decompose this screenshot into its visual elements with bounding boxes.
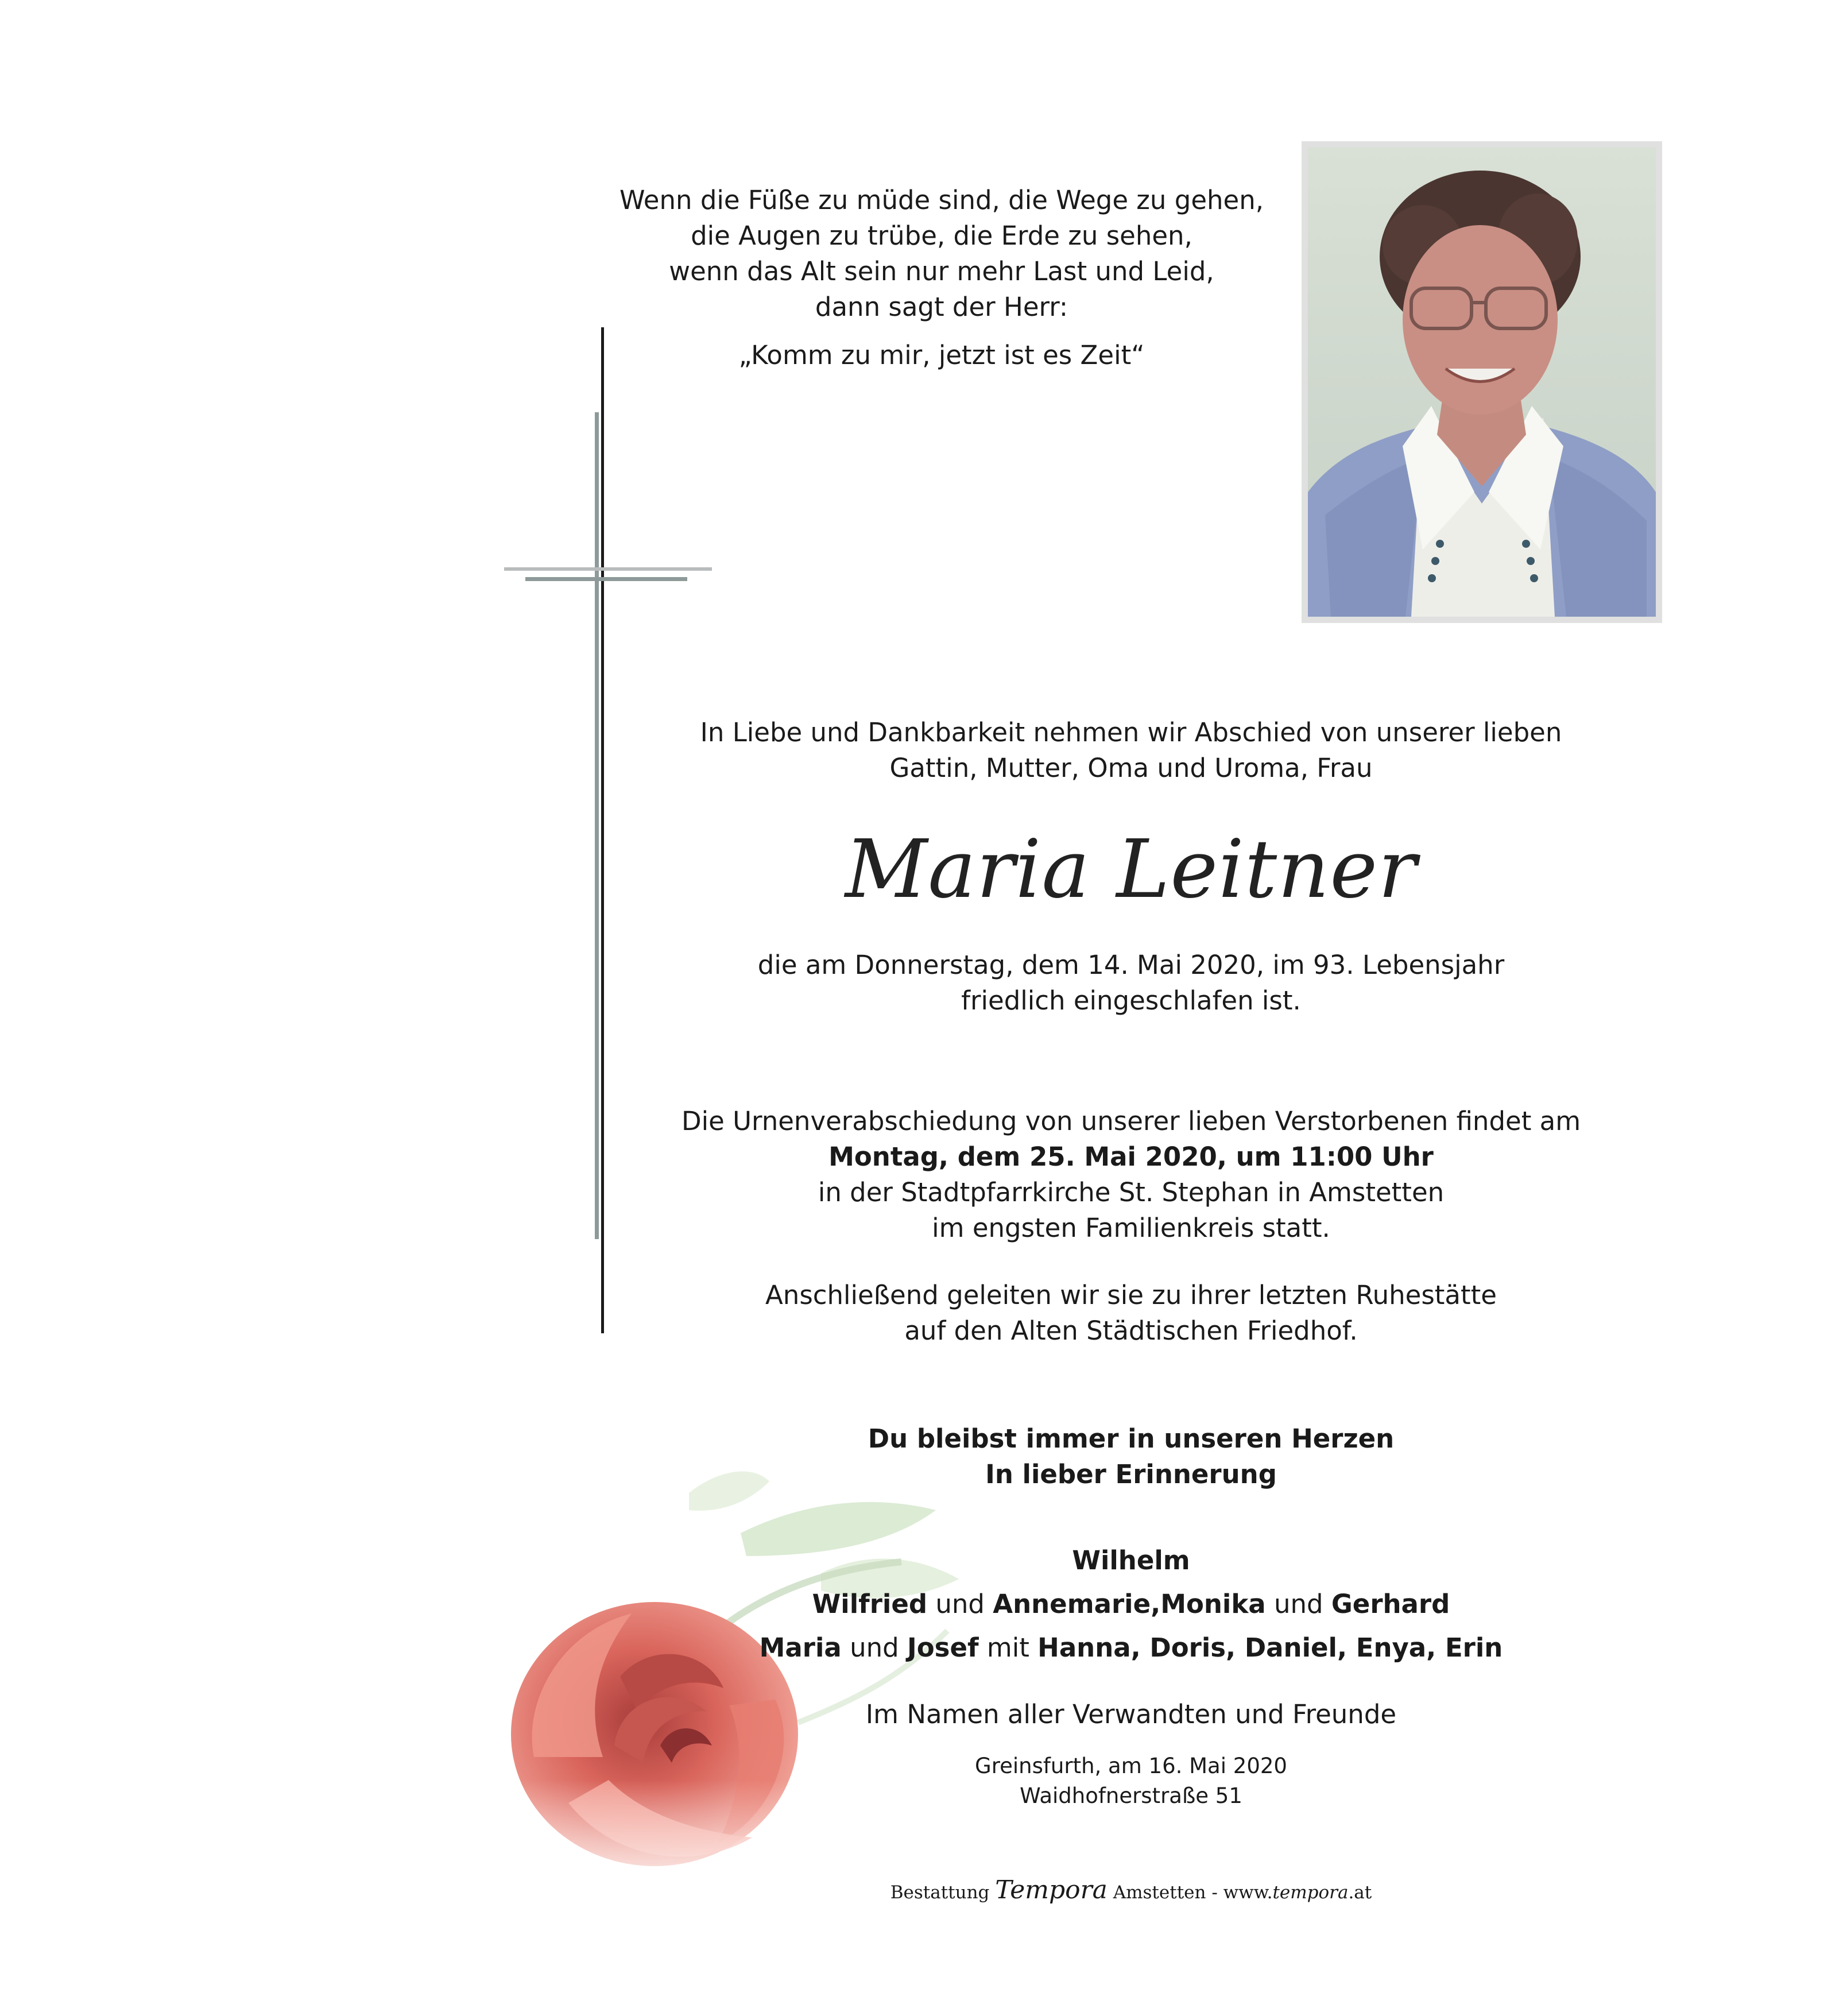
rose-illustration	[499, 1458, 970, 1895]
family-name: Wilhelm	[1072, 1545, 1190, 1576]
poem-line: Wenn die Füße zu müde sind, die Wege zu gehen,	[619, 185, 1264, 215]
ceremony-info	[603, 1104, 1659, 1246]
death-line: die am Donnerstag, dem 14. Mai 2020, im 93. Lebensjahr	[757, 950, 1505, 980]
intro-line: Gattin, Mutter, Oma und Uroma, Frau	[889, 753, 1373, 783]
family-list	[603, 1539, 1659, 1670]
footer-brand: Tempora	[995, 1875, 1108, 1905]
family-name: Gerhard	[1331, 1589, 1450, 1619]
family-name: Annemarie,	[993, 1589, 1161, 1619]
family-row	[603, 1582, 1659, 1626]
footer-credit	[603, 1875, 1659, 1905]
poem-quote: „Komm zu mir, jetzt ist es Zeit“	[738, 340, 1145, 370]
family-connector: und	[841, 1632, 908, 1663]
place-line: Greinsfurth, am 16. Mai 2020	[975, 1754, 1287, 1778]
family-row	[603, 1626, 1659, 1670]
memory-line: In lieber Erinnerung	[985, 1459, 1277, 1489]
family-connector: und	[927, 1589, 993, 1619]
family-connector: mit	[978, 1632, 1038, 1663]
family-name: Maria	[759, 1632, 842, 1663]
cross-horizontal-light	[504, 567, 712, 571]
intro-text	[603, 715, 1659, 786]
deceased-name: Maria Leitner	[845, 823, 1418, 916]
cross-horizontal-gray	[525, 577, 687, 581]
family-name: Josef	[907, 1632, 979, 1663]
footer-middle: Amstetten - www.	[1107, 1882, 1273, 1903]
cross-vertical-gray	[595, 412, 599, 1239]
footer-prefix: Bestattung	[890, 1882, 996, 1903]
family-name: Wilfried	[812, 1589, 928, 1619]
family-connector: und	[1265, 1589, 1331, 1619]
ceremony-line: in der Stadtpfarrkirche St. Stephan in Amstetten	[818, 1177, 1445, 1208]
intro-line: In Liebe und Dankbarkeit nehmen wir Abschied von unserer lieben	[700, 717, 1562, 748]
death-notice	[603, 947, 1659, 1019]
ceremony-line: im engsten Familienkreis statt.	[932, 1213, 1330, 1243]
poem-line: die Augen zu trübe, die Erde zu sehen,	[691, 220, 1192, 251]
footer-suffix: .at	[1348, 1882, 1372, 1903]
burial-line: auf den Alten Städtischen Friedhof.	[904, 1315, 1358, 1346]
closing-text: Im Namen aller Verwandten und Freunde	[865, 1699, 1397, 1729]
death-line: friedlich eingeschlafen ist.	[961, 985, 1301, 1016]
poem-line: dann sagt der Herr:	[815, 292, 1068, 322]
ceremony-date: Montag, dem 25. Mai 2020, um 11:00 Uhr	[828, 1142, 1434, 1172]
burial-info	[603, 1278, 1659, 1349]
family-name: Monika	[1160, 1589, 1266, 1619]
portrait-photo	[1308, 148, 1656, 617]
footer-brand-url: tempora	[1272, 1882, 1349, 1903]
family-row	[603, 1539, 1659, 1582]
poem-line: wenn das Alt sein nur mehr Last und Leid,	[669, 256, 1214, 287]
burial-line: Anschließend geleiten wir sie zu ihrer letzten Ruhestätte	[765, 1280, 1497, 1310]
memory-line: Du bleibst immer in unseren Herzen	[868, 1423, 1395, 1454]
ceremony-line: Die Urnenverabschiedung von unserer lieben Verstorbenen findet am	[681, 1106, 1581, 1136]
address-line: Waidhofnerstraße 51	[1020, 1783, 1242, 1808]
place-date	[603, 1751, 1659, 1811]
memory-text	[603, 1421, 1659, 1492]
poem	[597, 183, 1286, 373]
family-name: Hanna, Doris, Daniel, Enya, Erin	[1037, 1632, 1503, 1663]
